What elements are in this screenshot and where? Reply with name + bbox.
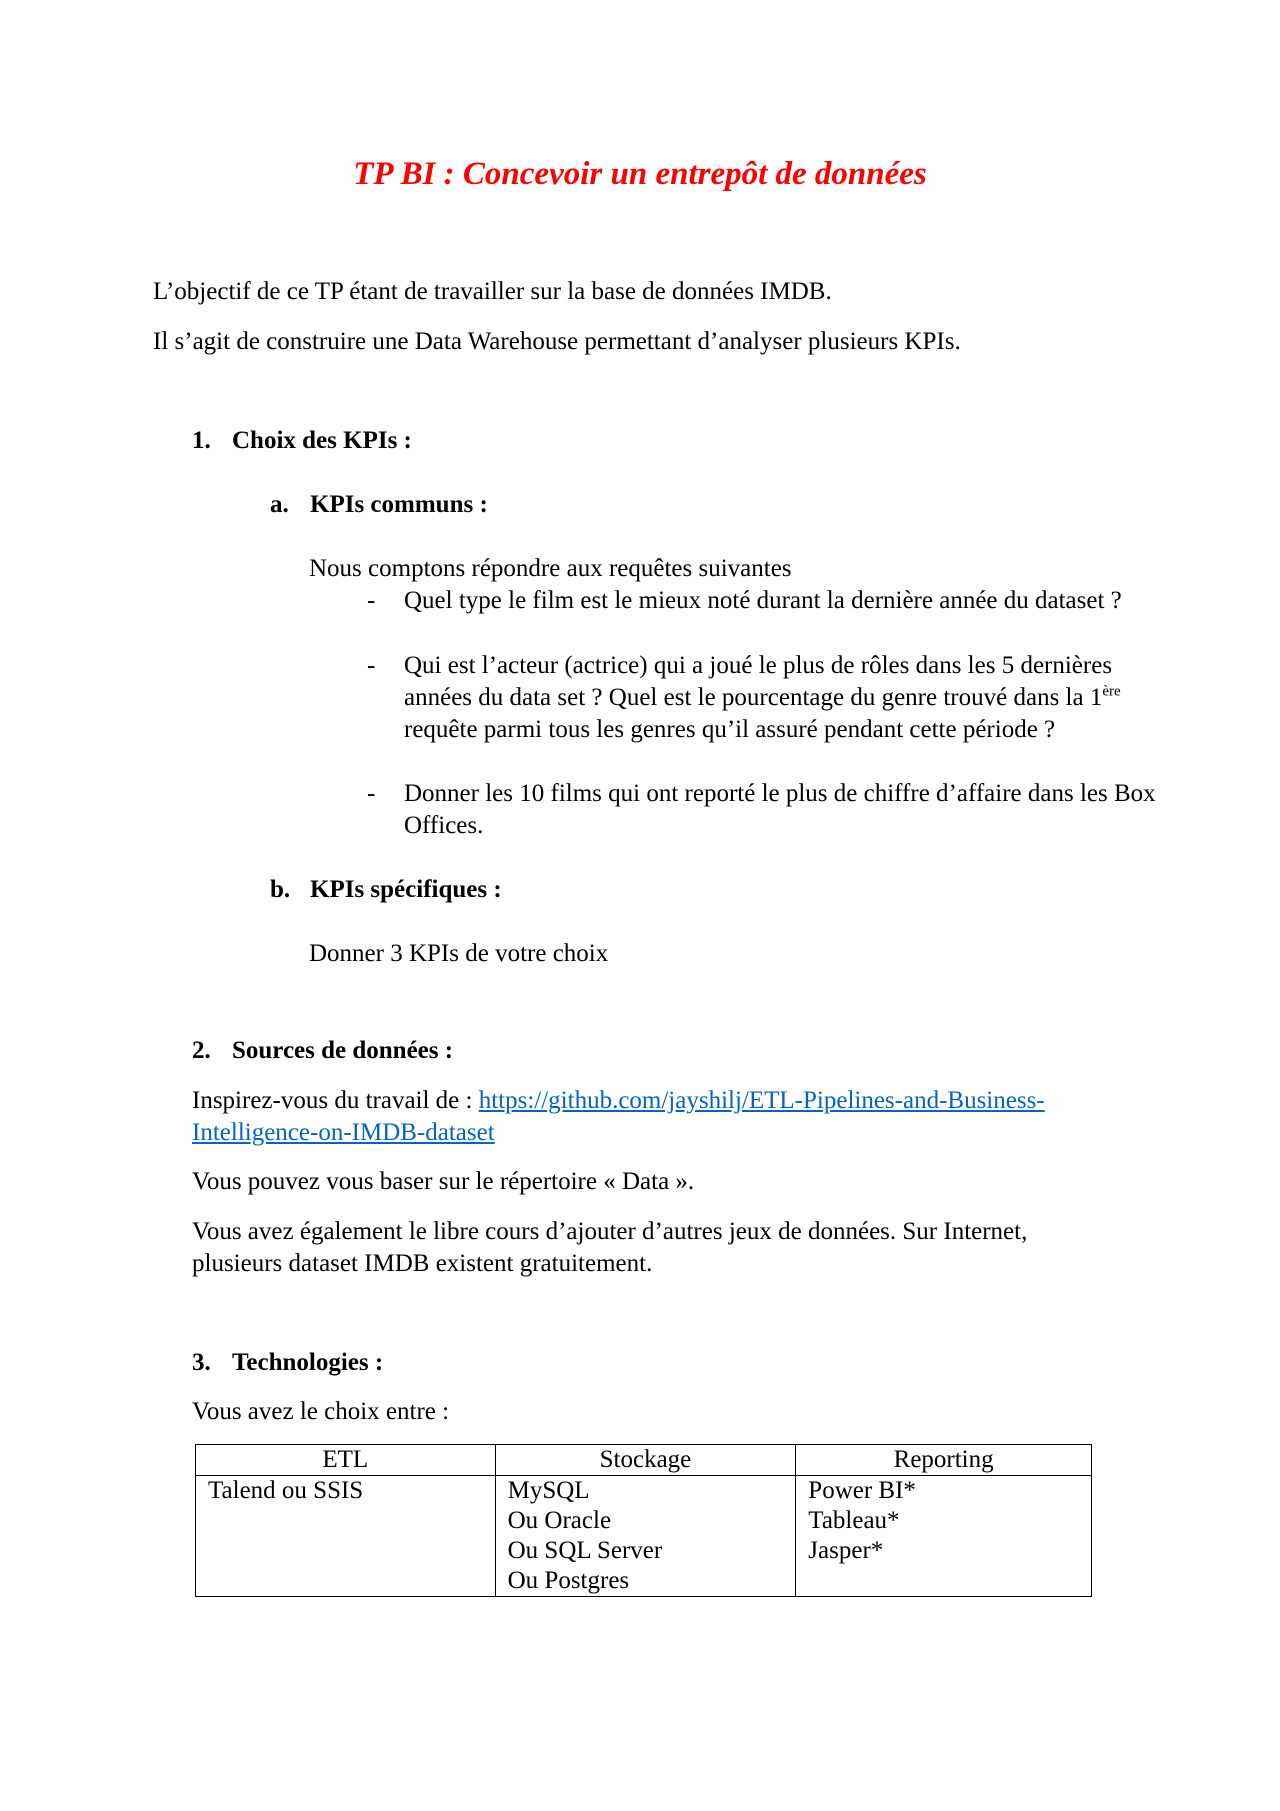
section-3-title: Technologies : [232,1349,384,1376]
stockage-option: Ou Oracle [507,1507,612,1534]
table-header-stockage: Stockage [495,1445,796,1476]
table-header-reporting: Reporting [796,1445,1092,1476]
subsection-b-title: KPIs spécifiques : [310,876,502,903]
kpi-common-lead: Nous comptons répondre aux requêtes suivantes [309,555,792,582]
table-cell-etl [196,1476,496,1597]
intro-line-1: L’objectif de ce TP étant de travailler sur la base de données IMDB. [153,278,832,305]
bullet-item-2-tail: requête parmi tous les genres qu’il assuré pendant cette période ? [404,716,1056,743]
bullet-item-2-text: Qui est l’acteur (actrice) qui a joué le plus de rôles dans les 5 dernières années du data set ? Quel est le pourcentage du genre trouvé dans la 1 [404,652,1113,711]
subsection-b-heading [270,874,502,906]
stockage-option: Ou Postgres [507,1567,630,1594]
github-link-part-1[interactable]: https://github.com/jayshilj/ETL-Pipelines-and-Business- [478,1087,1045,1114]
bullet-marker: - [367,587,376,614]
bullet-item-1: Quel type le film est le mieux noté durant la dernière année du dataset ? [404,587,1122,614]
section-3-number: 3. [192,1349,211,1376]
kpi-specific-text: Donner 3 KPIs de votre choix [309,940,609,967]
intro-line-2: Il s’agit de construire une Data Warehouse permettant d’analyser plusieurs KPIs. [153,328,961,355]
reporting-option: Power BI* [808,1477,916,1504]
table-header-row [196,1445,1092,1476]
extra-datasets-line-2: plusieurs dataset IMDB existent gratuitement. [192,1250,653,1277]
subsection-a-title: KPIs communs : [310,491,488,518]
stockage-option: MySQL [507,1477,590,1504]
data-folder-paragraph: Vous pouvez vous baser sur le répertoire « Data ». [192,1168,695,1195]
table-header-etl: ETL [196,1445,496,1476]
reporting-option: Tableau* [808,1507,900,1534]
inspire-prefix: Inspirez-vous du travail de : [192,1087,479,1114]
bullet-item-3: Donner les 10 films qui ont reporté le plus de chiffre d’affaire dans les Box Offices. [404,780,1156,839]
bullet-item-2-superscript: ère [1102,683,1121,700]
github-link-part-2[interactable]: Intelligence-on-IMDB-dataset [192,1119,495,1146]
reporting-option: Jasper* [808,1537,884,1564]
section-1-title: Choix des KPIs : [232,427,412,454]
section-2-heading [192,1035,453,1067]
table-row [196,1476,1092,1597]
table-cell-reporting [796,1476,1092,1597]
bullet-marker: - [367,652,376,679]
bullet-item-2 [404,650,1164,746]
technology-choice-lead: Vous avez le choix entre : [192,1398,450,1425]
subsection-a-letter: a. [270,491,289,518]
subsection-b-letter: b. [270,876,291,903]
bullet-marker: - [367,780,376,807]
section-2-number: 2. [192,1037,211,1064]
document-title: TP BI : Concevoir un entrepôt de données [353,156,927,192]
extra-datasets-line-1: Vous avez également le libre cours d’ajouter d’autres jeux de données. Sur Internet, [192,1218,1028,1245]
etl-option: Talend ou SSIS [208,1477,364,1504]
section-2-title: Sources de données : [232,1037,454,1064]
section-1-number: 1. [192,427,211,454]
inspire-link-line-2 [192,1117,495,1149]
inspire-line [192,1085,1045,1117]
section-1-heading [192,425,412,457]
subsection-a-heading [270,489,488,521]
section-3-heading [192,1347,383,1379]
technology-table [195,1444,1092,1597]
table-cell-stockage [495,1476,796,1597]
stockage-option: Ou SQL Server [507,1537,663,1564]
